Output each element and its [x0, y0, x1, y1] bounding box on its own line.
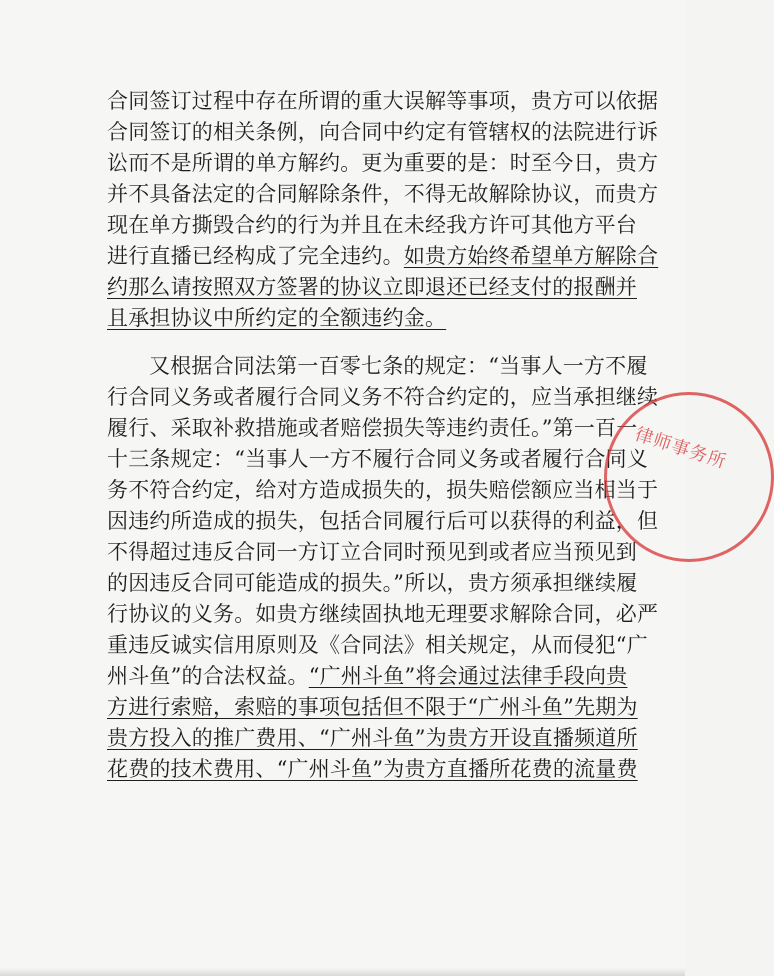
- text-line: [107, 663, 627, 689]
- text-segment: 进行直播已经构成了完全违约。: [107, 244, 404, 268]
- underlined-segment: 如贵方始终希望单方解除合: [403, 244, 659, 268]
- text-line: 十三条规定：“当事人一方不履行合同义务或者履行合同义: [107, 447, 648, 471]
- text-line: 讼而不是所谓的单方解约。更为重要的是：时至今日，贵方: [107, 151, 659, 175]
- underlined-line: 且承担协议中所约定的全额违约金。: [107, 306, 447, 330]
- text-line: 重违反诚实信用原则及《合同法》相关规定，从而侵犯“广: [107, 633, 648, 657]
- text-line: 务不符合约定，给对方造成损失的，损失赔偿额应当相当于: [107, 478, 659, 502]
- underlined-line: 贵方投入的推广费用、“广州斗鱼”为贵方开设直播频道所: [107, 726, 638, 750]
- underlined-segment: “广州斗鱼”将会通过法律手段向贵: [308, 664, 628, 688]
- text-line: 并不具备法定的合同解除条件，不得无故解除协议，而贵方: [107, 182, 659, 206]
- text-line: 的因违反合同可能造成的损失。”所以，贵方须承担继续履: [107, 571, 638, 595]
- text-line: 现在单方撕毁合约的行为并且在未经我方许可其他方平台: [107, 213, 637, 237]
- underlined-line: 花费的技术费用、“广州斗鱼”为贵方直播所花费的流量费: [107, 757, 638, 781]
- law-firm-seal: [604, 392, 774, 562]
- text-line: [107, 243, 658, 269]
- text-line: 行合同义务或者履行合同义务不符合约定的，应当承担继续: [107, 385, 659, 409]
- text-line: 因违约所造成的损失，包括合同履行后可以获得的利益，但: [107, 509, 659, 533]
- text-line: 合同签订的相关条例，向合同中约定有管辖权的法院进行诉: [107, 120, 659, 144]
- text-line: 履行、采取补救措施或者赔偿损失等违约责任。”第一百一: [107, 416, 638, 440]
- text-segment: 州斗鱼”的合法权益。: [107, 664, 309, 688]
- underlined-line: 方进行索赔，索赔的事项包括但不限于“广州斗鱼”先期为: [107, 695, 638, 719]
- law-firm-seal-text: 律师事务所: [632, 423, 730, 474]
- underlined-line: 约那么请按照双方签署的协议立即退还已经支付的报酬并: [107, 275, 637, 299]
- text-line: 又根据合同法第一百零七条的规定：“当事人一方不履: [149, 354, 648, 378]
- text-line: 行协议的义务。如贵方继续固执地无理要求解除合同，必严: [107, 602, 659, 626]
- page-bottom-shadow: [0, 968, 685, 976]
- text-line: 合同签订过程中存在所谓的重大误解等事项，贵方可以依据: [107, 89, 659, 113]
- text-line: 不得超过违反合同一方订立合同时预见到或者应当预见到: [107, 540, 637, 564]
